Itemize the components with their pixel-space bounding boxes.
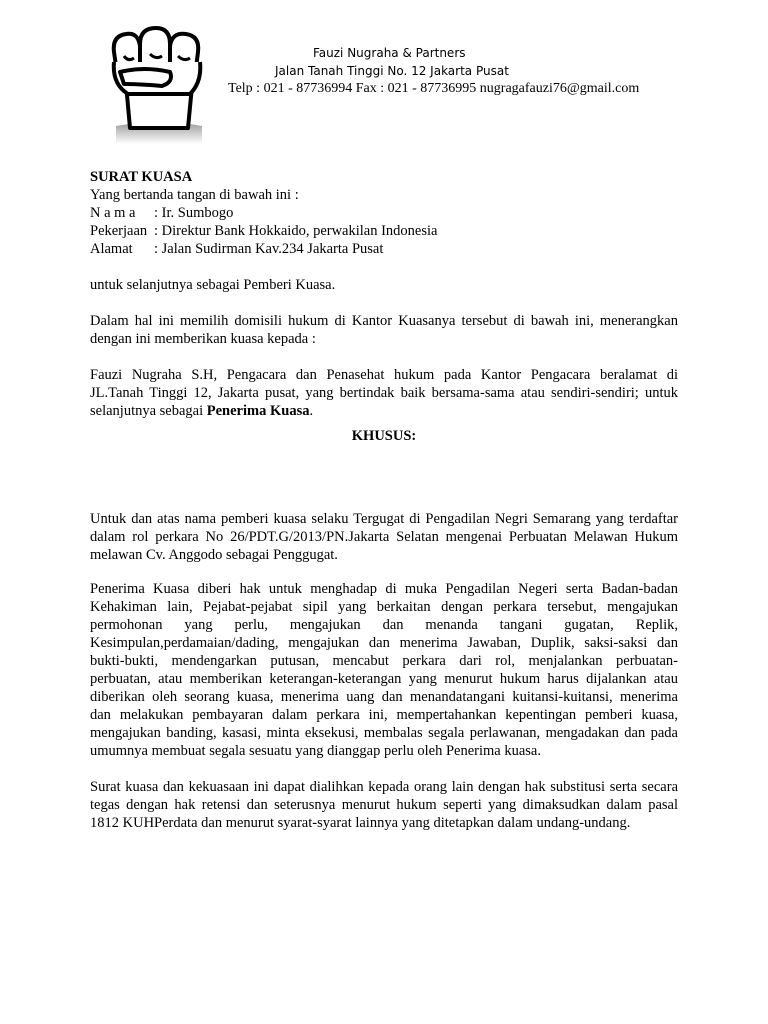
paragraph-line: Penerima Kuasa diberi hak untuk menghadap di muka Pengadilan Negeri serta Badan-badan — [90, 581, 678, 597]
paragraph-line: Fauzi Nugraha S.H, Pengacara dan Penasehat hukum pada Kantor Pengacara beralamat di — [90, 367, 678, 383]
field-row-nama — [90, 204, 678, 222]
paragraph-line: JL.Tanah Tinggi 12, Jakarta pusat, yang bertindak baik bersama-sama atau sendiri-sendiri; untuk — [90, 385, 678, 401]
identity-block — [90, 168, 678, 258]
paragraph-line: mengajukan banding, kasasi, minta eksekusi, membalas segala perlawanan, mengadakan dan pada — [90, 725, 678, 741]
paragraph-line: diberikan oleh seorang kuasa, menerima uang dan menandatangani kuitansi-kuitansi, menerima — [90, 689, 678, 705]
paragraph-line: bukti-bukti, mendengarkan putusan, mencabut perkara dari rol, menjalankan perbuatan- — [90, 653, 678, 669]
hak-paragraph — [90, 580, 678, 760]
field-label: Pekerjaan — [90, 223, 148, 239]
paragraph-line: Untuk dan atas nama pemberi kuasa selaku Tergugat di Pengadilan Negri Semarang yang terdaftar — [90, 511, 678, 527]
paragraph-line: dan melakukan pembayaran dalam perkara ini, mempertahankan kepentingan pemberi kuasa, — [90, 707, 678, 723]
document-title: SURAT KUASA — [90, 169, 193, 185]
raised-fist-icon — [104, 22, 214, 144]
paragraph-line: Surat kuasa dan kekuasaan ini dapat dialihkan kepada orang lain dengan hak substitusi serta secara — [90, 779, 678, 795]
paragraph-text: . — [309, 403, 314, 419]
field-value: : Jalan Sudirman Kav.234 Jakarta Pusat — [154, 241, 384, 257]
paragraph-line: Kesimpulan,perdamaian/dading, mengajukan dan menerima Jawaban, Duplik, saksi-saksi dan — [90, 635, 678, 651]
firm-address: Jalan Tanah Tinggi No. 12 Jakarta Pusat — [275, 64, 509, 78]
paragraph-line: Kehakiman lain, Pejabat-pejabat sipil yang berkaitan dengan perkara tersebut, mengajukan — [90, 599, 678, 615]
field-label: N a m a — [90, 205, 136, 221]
field-row-alamat — [90, 240, 678, 258]
paragraph-line: permohonan yang perlu, mengajukan dan menanda tangani gugatan, Replik, — [90, 617, 678, 633]
paragraph-text: selanjutnya sebagai — [90, 403, 207, 419]
firm-contact: Telp : 021 - 87736994 Fax : 021 - 87736995 nugragafauzi76@gmail.com — [228, 81, 640, 96]
khusus-heading: KHUSUS: — [351, 428, 417, 444]
paragraph-line — [90, 402, 678, 420]
pemberi-kuasa-line: untuk selanjutnya sebagai Pemberi Kuasa. — [90, 277, 336, 293]
perkara-paragraph — [90, 510, 678, 564]
paragraph-line: 1812 KUHPerdata dan menurut syarat-syarat lainnya yang ditetapkan dalam undang-undang. — [90, 815, 631, 831]
paragraph-line: dalam rol perkara No 26/PDT.G/2013/PN.Jakarta Selatan mengenai Perbuatan Melawan Hukum — [90, 529, 678, 545]
paragraph-line: umumnya membuat segala sesuatu yang dianggap perlu oleh Penerima kuasa. — [90, 743, 541, 759]
domisili-paragraph — [90, 312, 678, 348]
field-row-pekerjaan — [90, 222, 678, 240]
firm-name: Fauzi Nugraha & Partners — [313, 46, 466, 60]
substitusi-paragraph — [90, 778, 678, 832]
paragraph-line: tegas dengan hak retensi dan seterusnya menurut hukum seperti yang dimaksudkan dalam pasal — [90, 797, 678, 813]
field-value: : Ir. Sumbogo — [154, 205, 234, 221]
field-value: : Direktur Bank Hokkaido, perwakilan Indonesia — [154, 223, 438, 239]
penerima-kuasa-bold: Penerima Kuasa — [206, 403, 310, 419]
paragraph-line: perbuatan, atau memberikan keterangan-keterangan yang menurut hukum harus dijalankan atau — [90, 671, 678, 687]
penerima-paragraph — [90, 366, 678, 420]
intro-text: Yang bertanda tangan di bawah ini : — [90, 187, 299, 203]
paragraph-line: melawan Cv. Anggodo sebagai Penggugat. — [90, 547, 338, 563]
paragraph-line: dengan ini memberikan kuasa kepada : — [90, 331, 316, 347]
paragraph-line: Dalam hal ini memilih domisili hukum di Kantor Kuasanya tersebut di bawah ini, menerangkan — [90, 313, 678, 329]
field-label: Alamat — [90, 241, 133, 257]
